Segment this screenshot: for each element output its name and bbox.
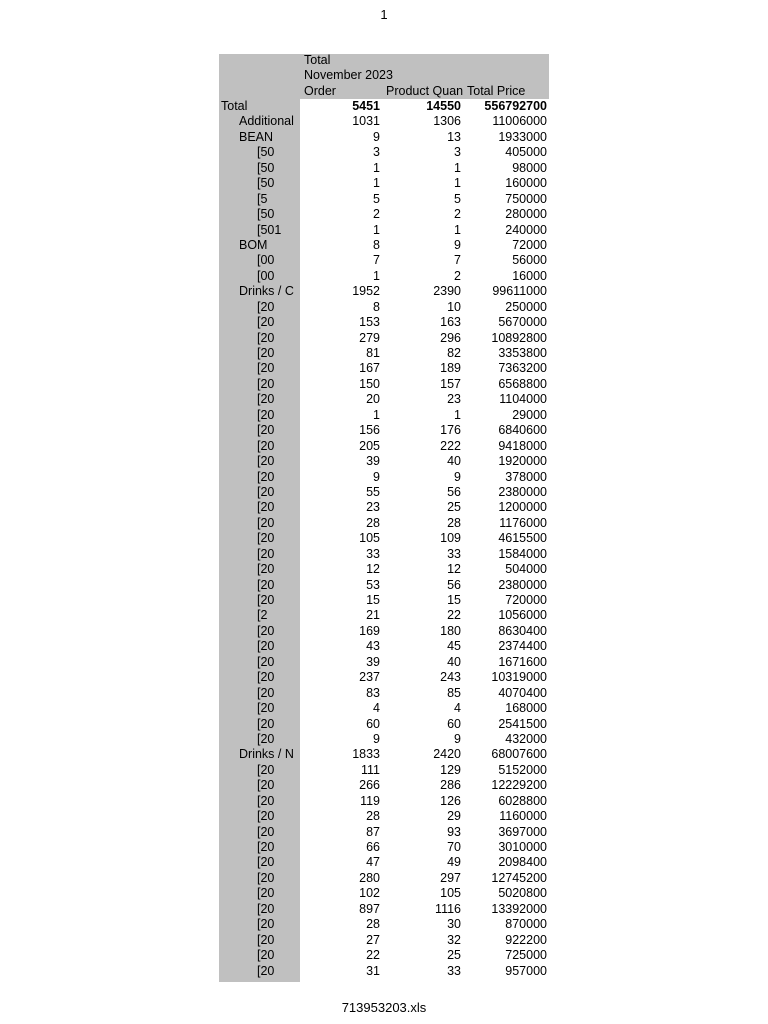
item-row bbox=[219, 331, 549, 346]
item-row bbox=[219, 300, 549, 315]
product-quantity-cell: 32 bbox=[447, 932, 461, 947]
item-row bbox=[219, 886, 549, 901]
row-label: [50 bbox=[219, 145, 300, 160]
product-quantity-cell: 29 bbox=[447, 809, 461, 824]
product-quantity-cell: 105 bbox=[440, 886, 461, 901]
order-count-cell: 28 bbox=[366, 515, 380, 530]
row-label: [20 bbox=[219, 423, 300, 438]
total-price-cell: 725000 bbox=[505, 948, 547, 963]
pivot-table bbox=[219, 54, 549, 982]
product-quantity-cell: 243 bbox=[440, 670, 461, 685]
item-row bbox=[219, 454, 549, 469]
row-label: [20 bbox=[219, 809, 300, 824]
row-label: [00 bbox=[219, 253, 300, 268]
total-price-cell: 5020800 bbox=[498, 886, 547, 901]
row-label: [20 bbox=[219, 686, 300, 701]
order-count-cell: 83 bbox=[366, 685, 380, 700]
item-row bbox=[219, 964, 549, 979]
order-count-cell: 21 bbox=[366, 608, 380, 623]
row-label-column-footer bbox=[219, 979, 300, 982]
category-row bbox=[219, 284, 549, 299]
total-price-cell: 240000 bbox=[505, 222, 547, 237]
total-price-cell: 957000 bbox=[505, 963, 547, 978]
order-count-cell: 43 bbox=[366, 639, 380, 654]
row-label: [2 bbox=[219, 608, 300, 623]
header-total-label: Total bbox=[304, 53, 331, 67]
order-count-cell: 9 bbox=[373, 129, 380, 144]
order-count-cell: 279 bbox=[359, 330, 380, 345]
product-quantity-cell: 126 bbox=[440, 793, 461, 808]
product-quantity-cell: 93 bbox=[447, 824, 461, 839]
row-label: [20 bbox=[219, 547, 300, 562]
order-count-cell: 3 bbox=[373, 145, 380, 160]
order-count-cell: 22 bbox=[366, 948, 380, 963]
product-quantity-cell: 5 bbox=[454, 191, 461, 206]
total-price-cell: 1104000 bbox=[499, 392, 547, 407]
order-count-cell: 39 bbox=[366, 654, 380, 669]
product-quantity-cell: 1 bbox=[454, 222, 461, 237]
item-row bbox=[219, 608, 549, 623]
order-count-cell: 60 bbox=[366, 716, 380, 731]
row-label: [20 bbox=[219, 933, 300, 948]
total-price-cell: 68007600 bbox=[491, 747, 547, 762]
row-label: [20 bbox=[219, 948, 300, 963]
item-row bbox=[219, 794, 549, 809]
order-count-cell: 15 bbox=[366, 593, 380, 607]
row-label: [20 bbox=[219, 331, 300, 346]
order-count-cell: 237 bbox=[359, 670, 380, 685]
item-row bbox=[219, 485, 549, 500]
order-count-cell: 266 bbox=[359, 778, 380, 793]
item-row bbox=[219, 701, 549, 716]
product-quantity-cell: 297 bbox=[440, 870, 461, 885]
order-count-cell: 1 bbox=[373, 160, 380, 175]
product-quantity-cell: 7 bbox=[454, 253, 461, 268]
total-price-cell: 16000 bbox=[512, 268, 547, 283]
item-row bbox=[219, 578, 549, 593]
total-price-cell: 5152000 bbox=[498, 762, 547, 777]
total-price-cell: 432000 bbox=[505, 731, 547, 746]
total-price-cell: 280000 bbox=[505, 207, 547, 222]
category-row bbox=[219, 130, 549, 145]
total-price-cell: 2098400 bbox=[498, 855, 547, 870]
order-count-cell: 102 bbox=[359, 886, 380, 901]
total-price-cell: 12229200 bbox=[491, 778, 547, 793]
product-quantity-cell: 45 bbox=[447, 639, 461, 654]
total-price-cell: 1584000 bbox=[498, 546, 547, 561]
item-row bbox=[219, 392, 549, 407]
total-price-cell: 3010000 bbox=[498, 840, 547, 854]
product-quantity-cell: 70 bbox=[447, 840, 461, 854]
item-row bbox=[219, 531, 549, 546]
product-quantity-cell: 9 bbox=[454, 237, 461, 252]
row-label: [20 bbox=[219, 300, 300, 315]
order-count-cell: 55 bbox=[366, 484, 380, 499]
row-label: [20 bbox=[219, 964, 300, 979]
product-quantity-cell: 286 bbox=[440, 778, 461, 793]
item-row bbox=[219, 917, 549, 932]
row-label: [50 bbox=[219, 176, 300, 191]
item-row bbox=[219, 840, 549, 855]
total-price-cell: 1920000 bbox=[498, 454, 547, 469]
product-quantity-cell: 129 bbox=[440, 762, 461, 777]
product-quantity-cell: 2 bbox=[454, 268, 461, 283]
row-label: [20 bbox=[219, 408, 300, 423]
product-quantity-cell: 12 bbox=[447, 562, 461, 577]
item-row bbox=[219, 192, 549, 207]
row-label: BOM bbox=[219, 238, 300, 253]
order-count-cell: 20 bbox=[366, 392, 380, 407]
product-quantity-cell: 56 bbox=[447, 577, 461, 592]
category-row bbox=[219, 747, 549, 762]
order-count-cell: 9 bbox=[373, 731, 380, 746]
page-number: 1 bbox=[380, 7, 388, 22]
total-price-cell: 870000 bbox=[505, 917, 547, 932]
total-price-cell: 2380000 bbox=[498, 577, 547, 592]
row-label: [20 bbox=[219, 778, 300, 793]
column-header-product-quantity: Product Quan bbox=[386, 84, 464, 98]
product-quantity-cell: 1116 bbox=[435, 901, 461, 916]
row-label: [20 bbox=[219, 624, 300, 639]
column-header-order: Order bbox=[304, 84, 336, 98]
row-label: [20 bbox=[219, 578, 300, 593]
product-quantity-cell: 163 bbox=[440, 315, 461, 330]
product-quantity-cell: 82 bbox=[447, 346, 461, 360]
item-row bbox=[219, 686, 549, 701]
grand-total-row bbox=[219, 99, 549, 114]
order-count-cell: 1031 bbox=[352, 114, 380, 129]
row-label: [5 bbox=[219, 192, 300, 207]
total-price-cell: 750000 bbox=[505, 191, 547, 206]
product-quantity-cell: 1 bbox=[454, 176, 461, 191]
product-quantity-cell: 25 bbox=[447, 948, 461, 963]
pivot-table-body bbox=[219, 99, 549, 979]
product-quantity-cell: 33 bbox=[447, 963, 461, 978]
row-label: Drinks / N bbox=[219, 747, 300, 762]
total-price-cell: 10892800 bbox=[491, 330, 547, 345]
order-count-cell: 205 bbox=[359, 438, 380, 453]
total-price-cell: 6028800 bbox=[498, 793, 547, 808]
order-count-cell: 8 bbox=[373, 237, 380, 252]
row-label: [00 bbox=[219, 269, 300, 284]
order-count-cell: 4 bbox=[373, 701, 380, 716]
row-label: [20 bbox=[219, 732, 300, 747]
total-price-cell: 13392000 bbox=[491, 901, 547, 916]
order-count-cell: 119 bbox=[360, 793, 380, 808]
total-price-cell: 7363200 bbox=[498, 361, 547, 376]
total-price-cell: 504000 bbox=[505, 562, 547, 577]
total-price-cell: 6840600 bbox=[498, 423, 547, 438]
item-row bbox=[219, 562, 549, 577]
item-row bbox=[219, 933, 549, 948]
product-quantity-cell: 60 bbox=[447, 716, 461, 731]
row-label: [50 bbox=[219, 207, 300, 222]
order-count-cell: 105 bbox=[359, 531, 380, 546]
product-quantity-cell: 157 bbox=[440, 376, 461, 391]
row-label: [20 bbox=[219, 562, 300, 577]
product-quantity-cell: 3 bbox=[454, 145, 461, 160]
row-label: [20 bbox=[219, 763, 300, 778]
item-row bbox=[219, 161, 549, 176]
product-quantity-cell: 296 bbox=[440, 330, 461, 345]
order-count-cell: 47 bbox=[366, 855, 380, 870]
order-count-cell: 153 bbox=[359, 315, 380, 330]
order-count-cell: 150 bbox=[359, 376, 380, 391]
product-quantity-cell: 56 bbox=[447, 484, 461, 499]
row-label: Drinks / C bbox=[219, 284, 300, 299]
item-row bbox=[219, 717, 549, 732]
row-label: [20 bbox=[219, 855, 300, 870]
order-count-cell: 1 bbox=[373, 407, 380, 422]
item-row bbox=[219, 176, 549, 191]
product-quantity-cell: 85 bbox=[447, 685, 461, 700]
order-count-cell: 1833 bbox=[352, 747, 380, 762]
total-price-cell: 556792700 bbox=[484, 99, 547, 113]
total-price-cell: 720000 bbox=[505, 593, 547, 607]
product-quantity-cell: 23 bbox=[447, 392, 461, 407]
row-label: [20 bbox=[219, 377, 300, 392]
item-row bbox=[219, 361, 549, 376]
item-row bbox=[219, 763, 549, 778]
row-label: [20 bbox=[219, 470, 300, 485]
product-quantity-cell: 22 bbox=[447, 608, 461, 623]
item-row bbox=[219, 470, 549, 485]
product-quantity-cell: 40 bbox=[447, 654, 461, 669]
product-quantity-cell: 2420 bbox=[433, 747, 461, 762]
total-price-cell: 405000 bbox=[505, 145, 547, 160]
item-row bbox=[219, 377, 549, 392]
product-quantity-cell: 40 bbox=[447, 454, 461, 469]
total-price-cell: 160000 bbox=[505, 176, 547, 191]
item-row bbox=[219, 423, 549, 438]
item-row bbox=[219, 624, 549, 639]
product-quantity-cell: 222 bbox=[440, 438, 461, 453]
total-price-cell: 2380000 bbox=[498, 484, 547, 499]
total-price-cell: 99611000 bbox=[492, 284, 547, 299]
column-header-total-price: Total Price bbox=[467, 84, 526, 98]
item-row bbox=[219, 500, 549, 515]
row-label: [20 bbox=[219, 886, 300, 901]
item-row bbox=[219, 223, 549, 238]
order-count-cell: 5451 bbox=[352, 99, 380, 113]
order-count-cell: 23 bbox=[366, 500, 380, 515]
row-label: [20 bbox=[219, 825, 300, 840]
total-price-cell: 250000 bbox=[505, 299, 547, 314]
product-quantity-cell: 176 bbox=[440, 423, 461, 438]
row-label: [20 bbox=[219, 593, 300, 608]
product-quantity-cell: 33 bbox=[447, 546, 461, 561]
item-row bbox=[219, 439, 549, 454]
row-label: [20 bbox=[219, 516, 300, 531]
total-price-cell: 378000 bbox=[505, 469, 547, 484]
product-quantity-cell: 9 bbox=[454, 731, 461, 746]
item-row bbox=[219, 207, 549, 222]
order-count-cell: 2 bbox=[373, 207, 380, 222]
product-quantity-cell: 180 bbox=[440, 623, 461, 638]
total-price-cell: 12745200 bbox=[491, 870, 547, 885]
total-price-cell: 1176000 bbox=[499, 515, 547, 530]
item-row bbox=[219, 902, 549, 917]
total-price-cell: 168000 bbox=[505, 701, 547, 716]
item-row bbox=[219, 547, 549, 562]
item-row bbox=[219, 408, 549, 423]
item-row bbox=[219, 253, 549, 268]
row-label: [20 bbox=[219, 346, 300, 361]
total-price-cell: 72000 bbox=[512, 237, 547, 252]
order-count-cell: 53 bbox=[366, 577, 380, 592]
order-count-cell: 280 bbox=[359, 870, 380, 885]
item-row bbox=[219, 346, 549, 361]
row-label: [20 bbox=[219, 361, 300, 376]
order-count-cell: 7 bbox=[373, 253, 380, 268]
order-count-cell: 28 bbox=[366, 917, 380, 932]
item-row bbox=[219, 315, 549, 330]
header-period-label: November 2023 bbox=[304, 68, 393, 82]
total-price-cell: 1671600 bbox=[498, 654, 547, 669]
row-label: [20 bbox=[219, 701, 300, 716]
item-row bbox=[219, 825, 549, 840]
order-count-cell: 28 bbox=[366, 809, 380, 824]
row-label: [20 bbox=[219, 655, 300, 670]
order-count-cell: 66 bbox=[366, 840, 380, 854]
total-price-cell: 2541500 bbox=[498, 716, 547, 731]
row-label: [50 bbox=[219, 161, 300, 176]
product-quantity-cell: 14550 bbox=[426, 99, 461, 113]
row-label: [20 bbox=[219, 439, 300, 454]
category-row bbox=[219, 114, 549, 129]
row-label: [20 bbox=[219, 392, 300, 407]
product-quantity-cell: 25 bbox=[447, 500, 461, 515]
total-price-cell: 29000 bbox=[512, 407, 547, 422]
total-price-cell: 3353800 bbox=[498, 346, 547, 360]
item-row bbox=[219, 670, 549, 685]
product-quantity-cell: 30 bbox=[447, 917, 461, 932]
total-price-cell: 922200 bbox=[505, 932, 547, 947]
item-row bbox=[219, 145, 549, 160]
row-label: [20 bbox=[219, 670, 300, 685]
total-price-cell: 10319000 bbox=[491, 670, 547, 685]
total-price-cell: 98000 bbox=[512, 160, 547, 175]
total-price-cell: 1933000 bbox=[498, 129, 547, 144]
order-count-cell: 1 bbox=[373, 222, 380, 237]
row-label: [20 bbox=[219, 315, 300, 330]
total-price-cell: 4615500 bbox=[498, 531, 547, 546]
item-row bbox=[219, 655, 549, 670]
row-label: [20 bbox=[219, 717, 300, 732]
order-count-cell: 31 bbox=[366, 963, 380, 978]
total-price-cell: 4070400 bbox=[498, 685, 547, 700]
total-price-cell: 56000 bbox=[512, 253, 547, 268]
order-count-cell: 9 bbox=[373, 469, 380, 484]
order-count-cell: 1 bbox=[373, 268, 380, 283]
order-count-cell: 111 bbox=[360, 762, 380, 777]
item-row bbox=[219, 855, 549, 870]
row-label: [20 bbox=[219, 871, 300, 886]
order-count-cell: 87 bbox=[366, 824, 380, 839]
product-quantity-cell: 189 bbox=[440, 361, 461, 376]
order-count-cell: 156 bbox=[359, 423, 380, 438]
item-row bbox=[219, 639, 549, 654]
item-row bbox=[219, 948, 549, 963]
total-price-cell: 2374400 bbox=[498, 639, 547, 654]
order-count-cell: 897 bbox=[359, 901, 380, 916]
total-price-cell: 1200000 bbox=[498, 500, 547, 515]
total-price-cell: 6568800 bbox=[498, 376, 547, 391]
order-count-cell: 33 bbox=[366, 546, 380, 561]
product-quantity-cell: 1 bbox=[454, 160, 461, 175]
row-label: [20 bbox=[219, 902, 300, 917]
product-quantity-cell: 2390 bbox=[433, 284, 461, 299]
product-quantity-cell: 13 bbox=[447, 129, 461, 144]
row-label: [20 bbox=[219, 500, 300, 515]
item-row bbox=[219, 269, 549, 284]
pivot-table-header bbox=[219, 54, 549, 99]
total-price-cell: 5670000 bbox=[498, 315, 547, 330]
product-quantity-cell: 2 bbox=[454, 207, 461, 222]
total-price-cell: 1056000 bbox=[498, 608, 547, 623]
product-quantity-cell: 1 bbox=[454, 407, 461, 422]
file-name-footer: 713953203.xls bbox=[341, 1000, 427, 1015]
order-count-cell: 1952 bbox=[352, 284, 380, 299]
item-row bbox=[219, 516, 549, 531]
row-label: Additional bbox=[219, 114, 300, 129]
total-price-cell: 1160000 bbox=[499, 809, 547, 824]
item-row bbox=[219, 809, 549, 824]
order-count-cell: 27 bbox=[366, 932, 380, 947]
category-row bbox=[219, 238, 549, 253]
order-count-cell: 8 bbox=[373, 299, 380, 314]
product-quantity-cell: 4 bbox=[454, 701, 461, 716]
product-quantity-cell: 109 bbox=[440, 531, 461, 546]
item-row bbox=[219, 871, 549, 886]
order-count-cell: 39 bbox=[366, 454, 380, 469]
row-label: [20 bbox=[219, 485, 300, 500]
row-label: [20 bbox=[219, 917, 300, 932]
order-count-cell: 12 bbox=[366, 562, 380, 577]
row-label: [20 bbox=[219, 840, 300, 855]
item-row bbox=[219, 593, 549, 608]
total-price-cell: 9418000 bbox=[498, 438, 547, 453]
product-quantity-cell: 1306 bbox=[433, 114, 461, 129]
order-count-cell: 167 bbox=[359, 361, 380, 376]
row-label: [20 bbox=[219, 639, 300, 654]
row-label: [501 bbox=[219, 223, 300, 238]
row-label: [20 bbox=[219, 794, 300, 809]
product-quantity-cell: 28 bbox=[447, 515, 461, 530]
order-count-cell: 1 bbox=[373, 176, 380, 191]
product-quantity-cell: 49 bbox=[447, 855, 461, 870]
row-label: [20 bbox=[219, 454, 300, 469]
row-label: Total bbox=[219, 99, 300, 114]
order-count-cell: 5 bbox=[373, 191, 380, 206]
total-price-cell: 8630400 bbox=[498, 623, 547, 638]
product-quantity-cell: 10 bbox=[447, 299, 461, 314]
item-row bbox=[219, 778, 549, 793]
product-quantity-cell: 9 bbox=[454, 469, 461, 484]
total-price-cell: 11006000 bbox=[492, 114, 547, 129]
order-count-cell: 169 bbox=[359, 623, 380, 638]
product-quantity-cell: 15 bbox=[447, 593, 461, 607]
row-label: [20 bbox=[219, 531, 300, 546]
item-row bbox=[219, 732, 549, 747]
total-price-cell: 3697000 bbox=[498, 824, 547, 839]
row-label: BEAN bbox=[219, 130, 300, 145]
order-count-cell: 81 bbox=[366, 346, 380, 360]
